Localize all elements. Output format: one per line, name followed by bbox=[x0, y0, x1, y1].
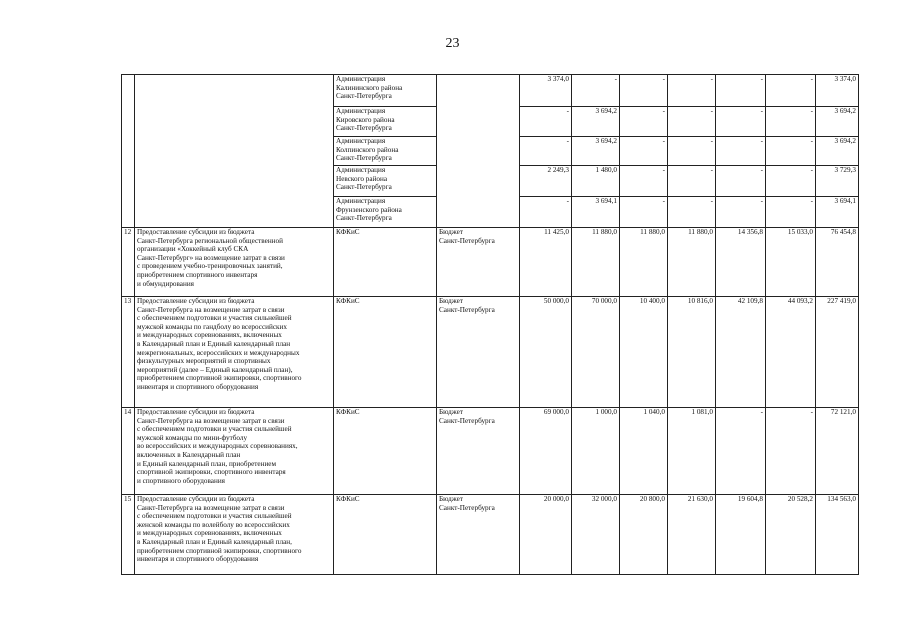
value-cell: 2 249,3 bbox=[520, 166, 572, 197]
value-cell: 70 000,0 bbox=[572, 297, 620, 408]
table-row bbox=[122, 495, 859, 575]
description-cell: Предоставление субсидии из бюджета Санкт-Петербурга на возмещение затрат в связи с обеспечением подготовки и участия сильнейшей женской команды по волейболу во всероссийских и международных соревнованиях, включенных в Календарный план и Единый календарный план, приобретением спортивной экипировки, спортивного инвентаря и спортивного оборудования bbox=[135, 495, 334, 575]
value-cell: - bbox=[668, 197, 716, 228]
value-cell: 21 630,0 bbox=[668, 495, 716, 575]
value-cell: - bbox=[620, 166, 668, 197]
budget-table bbox=[121, 74, 859, 575]
value-cell: - bbox=[716, 107, 766, 137]
value-cell: 10 816,0 bbox=[668, 297, 716, 408]
total-cell: 3 729,3 bbox=[816, 166, 859, 197]
value-cell: - bbox=[716, 197, 766, 228]
value-cell: - bbox=[620, 107, 668, 137]
value-cell: - bbox=[766, 107, 816, 137]
value-cell: - bbox=[766, 197, 816, 228]
executor-cell: Администрация Кировского района Санкт-Петербурга bbox=[334, 107, 437, 137]
value-cell: 3 694,1 bbox=[572, 197, 620, 228]
value-cell: 3 694,2 bbox=[572, 137, 620, 166]
value-cell: 11 425,0 bbox=[520, 228, 572, 297]
sub-row bbox=[122, 75, 859, 107]
executor-cell: КФКиС bbox=[334, 495, 437, 575]
total-cell: 227 419,0 bbox=[816, 297, 859, 408]
value-cell: 50 000,0 bbox=[520, 297, 572, 408]
value-cell: - bbox=[766, 137, 816, 166]
value-cell: - bbox=[620, 75, 668, 107]
value-cell: - bbox=[520, 107, 572, 137]
value-cell: - bbox=[668, 107, 716, 137]
value-cell: - bbox=[520, 137, 572, 166]
value-cell: - bbox=[668, 166, 716, 197]
value-cell: - bbox=[716, 166, 766, 197]
value-cell: - bbox=[766, 75, 816, 107]
description-cell: Предоставление субсидии из бюджета Санкт-Петербурга на возмещение затрат в связи с обеспечением подготовки и участия сильнейшей мужской команды по мини-футболу во всероссийских и международных соревнованиях, включенных в Календарный план и Единый календарный план, приобретением спортивной экипировки, спортивного инвентаря и спортивного оборудования bbox=[135, 408, 334, 495]
description-cell bbox=[135, 75, 334, 228]
value-cell: 11 880,0 bbox=[620, 228, 668, 297]
value-cell: 1 040,0 bbox=[620, 408, 668, 495]
value-cell: 19 604,8 bbox=[716, 495, 766, 575]
value-cell: - bbox=[520, 197, 572, 228]
total-cell: 134 563,0 bbox=[816, 495, 859, 575]
value-cell: 14 356,8 bbox=[716, 228, 766, 297]
value-cell: - bbox=[766, 166, 816, 197]
value-cell: 44 093,2 bbox=[766, 297, 816, 408]
value-cell: 11 880,0 bbox=[668, 228, 716, 297]
executor-cell: Администрация Фрунзенского района Санкт-Петербурга bbox=[334, 197, 437, 228]
total-cell: 3 694,2 bbox=[816, 137, 859, 166]
description-cell: Предоставление субсидии из бюджета Санкт-Петербурга на возмещение затрат в связи с обеспечением подготовки и участия сильнейшей мужской команды по гандболу во всероссийских и международных соревнованиях, включенных в Календарный план и Единый календарный план межрегиональных, всероссийских и международных физкультурных мероприятий и спортивных мероприятий (далее – Единый календарный план), приобретением спортивной экипировки, спортивного инвентаря и спортивного оборудования bbox=[135, 297, 334, 408]
value-cell: - bbox=[766, 408, 816, 495]
executor-cell: КФКиС bbox=[334, 408, 437, 495]
description-cell: Предоставление субсидии из бюджета Санкт-Петербурга региональной общественной организации «Хоккейный клуб СКА Санкт-Петербург» на возмещение затрат в связи с проведением учебно-тренировочных занятий, приобретением спортивного инвентаря и обмундирования bbox=[135, 228, 334, 297]
source-cell: Бюджет Санкт-Петербурга bbox=[437, 495, 520, 575]
executor-cell: Администрация Калининского района Санкт-Петербурга bbox=[334, 75, 437, 107]
executor-cell: КФКиС bbox=[334, 297, 437, 408]
value-cell: 1 480,0 bbox=[572, 166, 620, 197]
value-cell: 11 880,0 bbox=[572, 228, 620, 297]
value-cell: - bbox=[716, 408, 766, 495]
value-cell: 1 000,0 bbox=[572, 408, 620, 495]
value-cell: - bbox=[572, 75, 620, 107]
value-cell: - bbox=[668, 75, 716, 107]
source-cell: Бюджет Санкт-Петербурга bbox=[437, 297, 520, 408]
value-cell: 20 800,0 bbox=[620, 495, 668, 575]
total-cell: 3 694,1 bbox=[816, 197, 859, 228]
value-cell: - bbox=[716, 137, 766, 166]
row-index: 12 bbox=[122, 228, 135, 297]
value-cell: - bbox=[668, 137, 716, 166]
table-row bbox=[122, 228, 859, 297]
value-cell: 32 000,0 bbox=[572, 495, 620, 575]
table-row bbox=[122, 297, 859, 408]
index-cell bbox=[122, 75, 135, 228]
source-cell bbox=[437, 75, 520, 228]
value-cell: 15 033,0 bbox=[766, 228, 816, 297]
value-cell: 20 000,0 bbox=[520, 495, 572, 575]
value-cell: 3 694,2 bbox=[572, 107, 620, 137]
value-cell: - bbox=[716, 75, 766, 107]
total-cell: 76 454,8 bbox=[816, 228, 859, 297]
executor-cell: КФКиС bbox=[334, 228, 437, 297]
value-cell: 20 528,2 bbox=[766, 495, 816, 575]
value-cell: 10 400,0 bbox=[620, 297, 668, 408]
row-index: 13 bbox=[122, 297, 135, 408]
row-index: 15 bbox=[122, 495, 135, 575]
row-index: 14 bbox=[122, 408, 135, 495]
value-cell: 69 000,0 bbox=[520, 408, 572, 495]
value-cell: 3 374,0 bbox=[520, 75, 572, 107]
table-row bbox=[122, 408, 859, 495]
total-cell: 3 694,2 bbox=[816, 107, 859, 137]
executor-cell: Администрация Невского района Санкт-Петербурга bbox=[334, 166, 437, 197]
page-number: 23 bbox=[445, 36, 460, 51]
value-cell: 42 109,8 bbox=[716, 297, 766, 408]
source-cell: Бюджет Санкт-Петербурга bbox=[437, 408, 520, 495]
total-cell: 72 121,0 bbox=[816, 408, 859, 495]
value-cell: - bbox=[620, 197, 668, 228]
source-cell: Бюджет Санкт-Петербурга bbox=[437, 228, 520, 297]
total-cell: 3 374,0 bbox=[816, 75, 859, 107]
executor-cell: Администрация Колпинского района Санкт-Петербурга bbox=[334, 137, 437, 166]
value-cell: - bbox=[620, 137, 668, 166]
value-cell: 1 081,0 bbox=[668, 408, 716, 495]
